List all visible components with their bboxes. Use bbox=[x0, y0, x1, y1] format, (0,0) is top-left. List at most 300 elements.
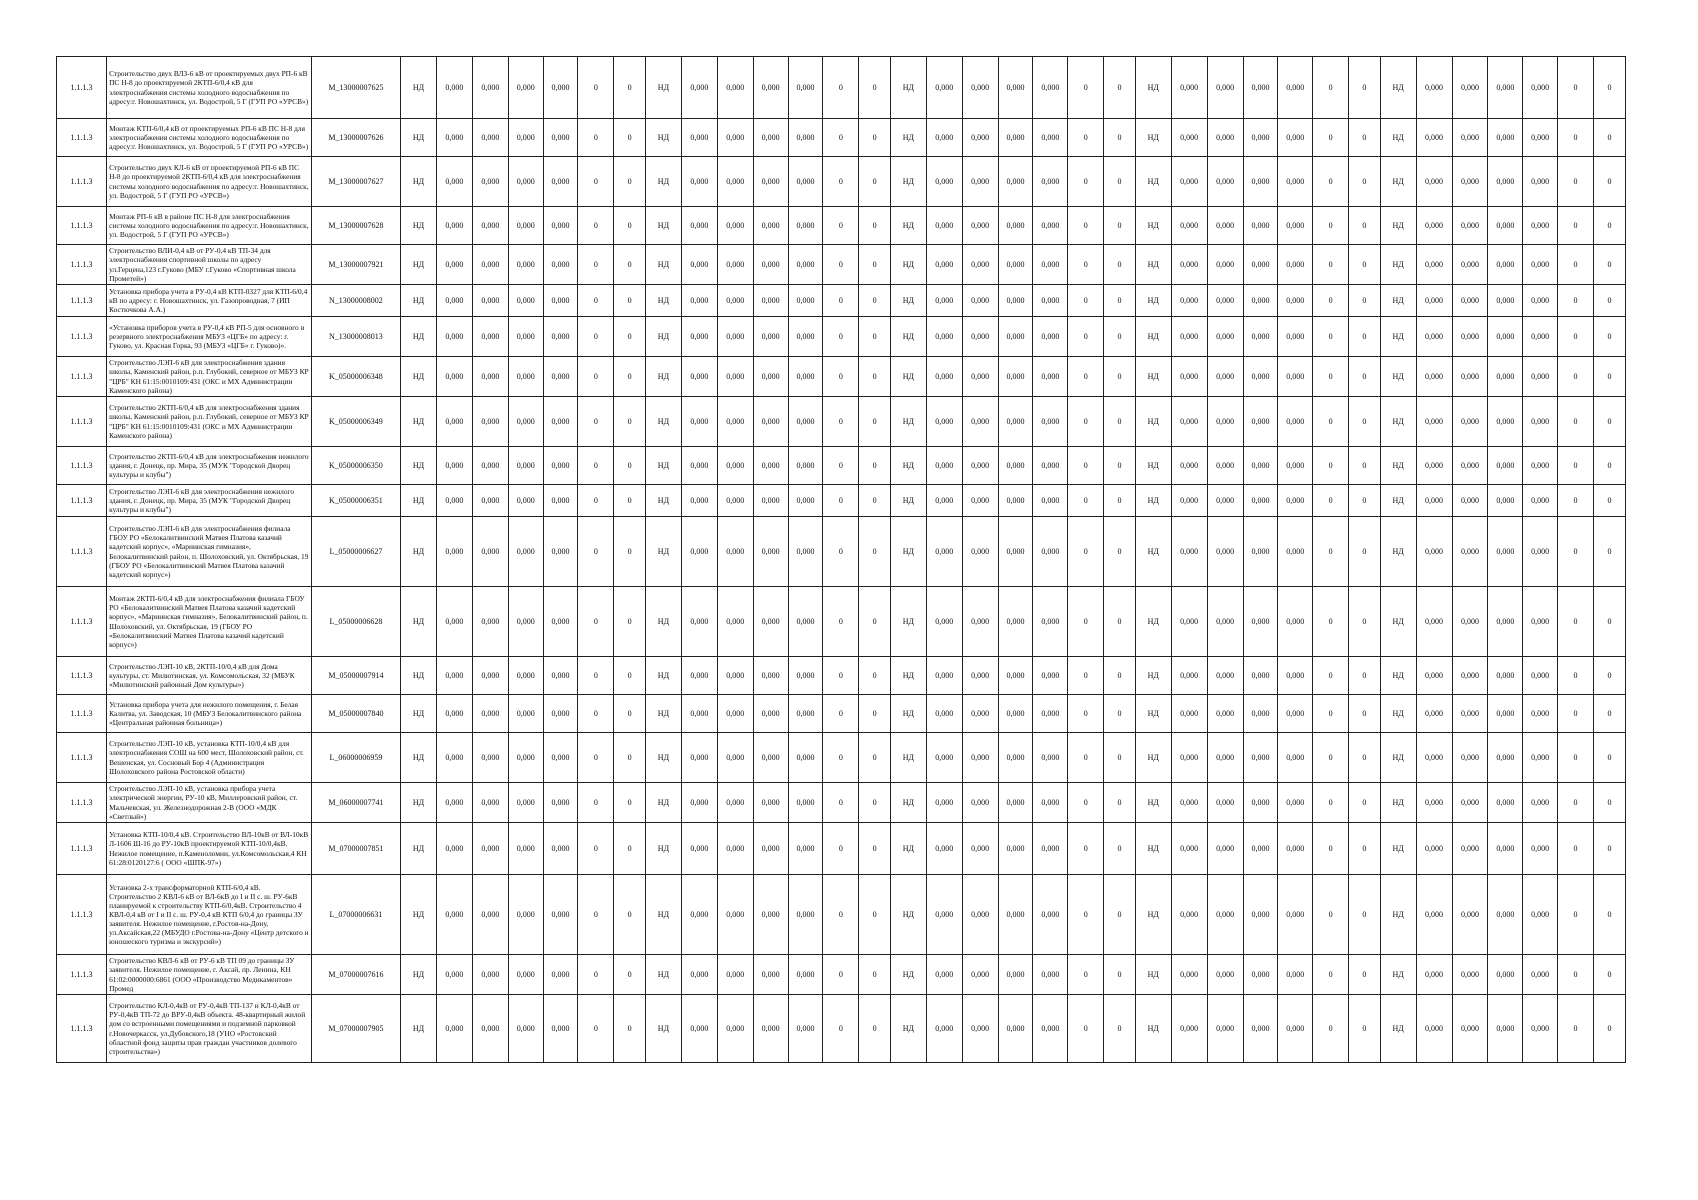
value-cell: 0,000 bbox=[1207, 823, 1243, 875]
value-cell: 0,000 bbox=[1171, 157, 1207, 207]
no-data-cell: НД bbox=[1380, 657, 1416, 695]
no-data-cell: НД bbox=[1135, 207, 1171, 245]
no-data-cell: НД bbox=[1380, 733, 1416, 783]
no-data-cell: НД bbox=[1135, 447, 1171, 485]
value-cell: 0,000 bbox=[1207, 119, 1243, 157]
value-cell: 0,000 bbox=[1488, 485, 1523, 517]
no-data-cell: НД bbox=[890, 317, 926, 357]
value-cell: 0,000 bbox=[1207, 587, 1243, 657]
table-row bbox=[57, 119, 1626, 157]
value-cell: 0,000 bbox=[1416, 447, 1452, 485]
no-data-cell: НД bbox=[1135, 119, 1171, 157]
value-cell: 0,000 bbox=[543, 695, 578, 733]
value-cell: 0,000 bbox=[1452, 397, 1488, 447]
value-cell: 0,000 bbox=[962, 517, 998, 587]
value-cell: 0 bbox=[578, 823, 614, 875]
value-cell: 0 bbox=[1594, 587, 1626, 657]
value-cell: 0 bbox=[1068, 823, 1104, 875]
value-cell: 0 bbox=[859, 119, 891, 157]
value-cell: 0,000 bbox=[508, 695, 543, 733]
value-cell: 0 bbox=[1313, 995, 1349, 1063]
value-cell: 0 bbox=[1068, 57, 1104, 119]
row-index-cell: 1.1.1.3 bbox=[57, 357, 107, 397]
value-cell: 0,000 bbox=[1207, 317, 1243, 357]
no-data-cell: НД bbox=[1135, 245, 1171, 285]
no-data-cell: НД bbox=[1380, 157, 1416, 207]
value-cell: 0,000 bbox=[1416, 119, 1452, 157]
no-data-cell: НД bbox=[890, 447, 926, 485]
value-cell: 0,000 bbox=[1278, 207, 1313, 245]
value-cell: 0,000 bbox=[472, 517, 508, 587]
no-data-cell: НД bbox=[1135, 783, 1171, 823]
value-cell: 0,000 bbox=[1033, 517, 1068, 587]
no-data-cell: НД bbox=[890, 157, 926, 207]
value-cell: 0,000 bbox=[1416, 783, 1452, 823]
value-cell: 0,000 bbox=[1488, 57, 1523, 119]
value-cell: 0 bbox=[1594, 995, 1626, 1063]
value-cell: 0 bbox=[1313, 485, 1349, 517]
no-data-cell: НД bbox=[645, 695, 681, 733]
value-cell: 0,000 bbox=[1033, 587, 1068, 657]
value-cell: 0,000 bbox=[436, 245, 472, 285]
no-data-cell: НД bbox=[890, 207, 926, 245]
no-data-cell: НД bbox=[645, 57, 681, 119]
value-cell: 0,000 bbox=[717, 995, 753, 1063]
no-data-cell: НД bbox=[890, 245, 926, 285]
value-cell: 0,000 bbox=[1033, 245, 1068, 285]
value-cell: 0,000 bbox=[1207, 207, 1243, 245]
project-description-cell: Монтаж КТП-6/0,4 кВ от проектируемых РП-6 кВ ПС Н-8 для электроснабжения системы холодного водоснабжения по адресу:г. Новошахтинск, ул. Водострой, 5 Г (ГУП РО «УРСВ») bbox=[107, 119, 312, 157]
value-cell: 0 bbox=[1104, 357, 1136, 397]
row-index-cell: 1.1.1.3 bbox=[57, 317, 107, 357]
value-cell: 0 bbox=[1068, 447, 1104, 485]
value-cell: 0,000 bbox=[472, 783, 508, 823]
value-cell: 0,000 bbox=[926, 57, 962, 119]
table-row bbox=[57, 207, 1626, 245]
value-cell: 0,000 bbox=[1033, 695, 1068, 733]
value-cell: 0,000 bbox=[1523, 695, 1558, 733]
value-cell: 0,000 bbox=[472, 157, 508, 207]
value-cell: 0,000 bbox=[1488, 695, 1523, 733]
value-cell: 0,000 bbox=[508, 447, 543, 485]
value-cell: 0,000 bbox=[1171, 357, 1207, 397]
value-cell: 0,000 bbox=[1523, 157, 1558, 207]
value-cell: 0,000 bbox=[998, 245, 1033, 285]
value-cell: 0,000 bbox=[472, 875, 508, 955]
value-cell: 0 bbox=[1313, 733, 1349, 783]
no-data-cell: НД bbox=[401, 485, 437, 517]
value-cell: 0,000 bbox=[788, 157, 823, 207]
value-cell: 0 bbox=[823, 733, 859, 783]
value-cell: 0 bbox=[578, 207, 614, 245]
value-cell: 0 bbox=[823, 587, 859, 657]
value-cell: 0 bbox=[1594, 157, 1626, 207]
no-data-cell: НД bbox=[645, 207, 681, 245]
value-cell: 0,000 bbox=[1278, 245, 1313, 285]
value-cell: 0,000 bbox=[1452, 485, 1488, 517]
value-cell: 0,000 bbox=[1523, 57, 1558, 119]
value-cell: 0,000 bbox=[1243, 447, 1278, 485]
value-cell: 0,000 bbox=[998, 657, 1033, 695]
value-cell: 0,000 bbox=[1452, 823, 1488, 875]
no-data-cell: НД bbox=[645, 955, 681, 995]
value-cell: 0,000 bbox=[753, 157, 788, 207]
no-data-cell: НД bbox=[401, 995, 437, 1063]
value-cell: 0,000 bbox=[962, 447, 998, 485]
value-cell: 0,000 bbox=[1207, 517, 1243, 587]
value-cell: 0,000 bbox=[1523, 317, 1558, 357]
value-cell: 0,000 bbox=[1207, 447, 1243, 485]
value-cell: 0,000 bbox=[543, 57, 578, 119]
value-cell: 0,000 bbox=[508, 357, 543, 397]
value-cell: 0,000 bbox=[681, 157, 717, 207]
value-cell: 0,000 bbox=[926, 317, 962, 357]
value-cell: 0,000 bbox=[1243, 733, 1278, 783]
value-cell: 0 bbox=[578, 587, 614, 657]
value-cell: 0,000 bbox=[543, 587, 578, 657]
value-cell: 0,000 bbox=[1033, 955, 1068, 995]
value-cell: 0 bbox=[578, 245, 614, 285]
value-cell: 0,000 bbox=[1278, 657, 1313, 695]
value-cell: 0,000 bbox=[472, 57, 508, 119]
value-cell: 0,000 bbox=[753, 207, 788, 245]
value-cell: 0,000 bbox=[717, 317, 753, 357]
no-data-cell: НД bbox=[1380, 245, 1416, 285]
value-cell: 0 bbox=[1558, 207, 1594, 245]
value-cell: 0 bbox=[1349, 517, 1381, 587]
no-data-cell: НД bbox=[645, 447, 681, 485]
value-cell: 0 bbox=[1349, 397, 1381, 447]
no-data-cell: НД bbox=[401, 823, 437, 875]
value-cell: 0,000 bbox=[1171, 695, 1207, 733]
value-cell: 0 bbox=[1558, 317, 1594, 357]
value-cell: 0 bbox=[614, 995, 646, 1063]
value-cell: 0,000 bbox=[717, 157, 753, 207]
value-cell: 0,000 bbox=[1033, 119, 1068, 157]
value-cell: 0,000 bbox=[681, 207, 717, 245]
value-cell: 0 bbox=[1558, 57, 1594, 119]
value-cell: 0 bbox=[1558, 733, 1594, 783]
value-cell: 0,000 bbox=[717, 447, 753, 485]
value-cell: 0,000 bbox=[962, 485, 998, 517]
value-cell: 0,000 bbox=[681, 317, 717, 357]
value-cell: 0 bbox=[614, 357, 646, 397]
value-cell: 0,000 bbox=[1452, 207, 1488, 245]
value-cell: 0,000 bbox=[543, 485, 578, 517]
value-cell: 0,000 bbox=[472, 285, 508, 317]
no-data-cell: НД bbox=[890, 397, 926, 447]
value-cell: 0 bbox=[1594, 485, 1626, 517]
value-cell: 0 bbox=[1558, 447, 1594, 485]
value-cell: 0,000 bbox=[472, 695, 508, 733]
project-description-cell: Строительство ЛЭП-6 кВ для электроснабжения здания школы, Каменский район, р.п. Глубокий, северное от МБУЗ КР "ЦРБ" КН 61:15:0010109:431 (ОКС и МХ Администрации Каменского района) bbox=[107, 357, 312, 397]
project-description-cell: Строительство ЛЭП-10 кВ, 2КТП-10/0,4 кВ для Дома культуры, ст. Милютинская, ул. Комсомольская, 32 (МБУК «Милютинский районный Дом культуры») bbox=[107, 657, 312, 695]
project-code-cell: N_13000008002 bbox=[311, 285, 400, 317]
value-cell: 0 bbox=[1558, 245, 1594, 285]
value-cell: 0 bbox=[614, 119, 646, 157]
value-cell: 0,000 bbox=[1523, 875, 1558, 955]
value-cell: 0 bbox=[578, 317, 614, 357]
value-cell: 0,000 bbox=[753, 823, 788, 875]
no-data-cell: НД bbox=[1380, 995, 1416, 1063]
value-cell: 0 bbox=[1068, 357, 1104, 397]
value-cell: 0,000 bbox=[1452, 875, 1488, 955]
value-cell: 0 bbox=[1104, 695, 1136, 733]
no-data-cell: НД bbox=[645, 995, 681, 1063]
value-cell: 0,000 bbox=[926, 955, 962, 995]
value-cell: 0,000 bbox=[1278, 955, 1313, 995]
value-cell: 0 bbox=[1313, 587, 1349, 657]
value-cell: 0,000 bbox=[788, 823, 823, 875]
value-cell: 0,000 bbox=[472, 245, 508, 285]
value-cell: 0 bbox=[578, 517, 614, 587]
row-index-cell: 1.1.1.3 bbox=[57, 695, 107, 733]
value-cell: 0,000 bbox=[1278, 447, 1313, 485]
value-cell: 0,000 bbox=[1523, 119, 1558, 157]
no-data-cell: НД bbox=[890, 733, 926, 783]
value-cell: 0 bbox=[1068, 207, 1104, 245]
value-cell: 0 bbox=[1349, 207, 1381, 245]
value-cell: 0 bbox=[1104, 157, 1136, 207]
project-code-cell: L_05000006628 bbox=[311, 587, 400, 657]
no-data-cell: НД bbox=[1135, 995, 1171, 1063]
value-cell: 0,000 bbox=[1488, 447, 1523, 485]
value-cell: 0,000 bbox=[926, 823, 962, 875]
value-cell: 0 bbox=[578, 657, 614, 695]
value-cell: 0,000 bbox=[1171, 207, 1207, 245]
value-cell: 0,000 bbox=[717, 695, 753, 733]
value-cell: 0,000 bbox=[998, 57, 1033, 119]
value-cell: 0,000 bbox=[472, 357, 508, 397]
no-data-cell: НД bbox=[890, 823, 926, 875]
value-cell: 0,000 bbox=[998, 517, 1033, 587]
value-cell: 0 bbox=[859, 447, 891, 485]
project-code-cell: M_13000007921 bbox=[311, 245, 400, 285]
value-cell: 0 bbox=[1313, 317, 1349, 357]
value-cell: 0,000 bbox=[508, 875, 543, 955]
value-cell: 0,000 bbox=[508, 783, 543, 823]
table-row bbox=[57, 587, 1626, 657]
value-cell: 0,000 bbox=[1488, 119, 1523, 157]
value-cell: 0 bbox=[859, 357, 891, 397]
value-cell: 0 bbox=[1313, 783, 1349, 823]
value-cell: 0,000 bbox=[436, 823, 472, 875]
value-cell: 0 bbox=[1349, 587, 1381, 657]
value-cell: 0,000 bbox=[543, 517, 578, 587]
value-cell: 0,000 bbox=[926, 587, 962, 657]
value-cell: 0,000 bbox=[926, 695, 962, 733]
value-cell: 0 bbox=[578, 397, 614, 447]
value-cell: 0,000 bbox=[962, 119, 998, 157]
project-code-cell: M_07000007851 bbox=[311, 823, 400, 875]
value-cell: 0,000 bbox=[788, 317, 823, 357]
value-cell: 0,000 bbox=[436, 657, 472, 695]
value-cell: 0,000 bbox=[926, 657, 962, 695]
value-cell: 0,000 bbox=[1033, 823, 1068, 875]
no-data-cell: НД bbox=[401, 587, 437, 657]
value-cell: 0,000 bbox=[1488, 157, 1523, 207]
value-cell: 0,000 bbox=[926, 875, 962, 955]
no-data-cell: НД bbox=[890, 955, 926, 995]
value-cell: 0 bbox=[1104, 995, 1136, 1063]
value-cell: 0 bbox=[1068, 955, 1104, 995]
value-cell: 0 bbox=[1594, 207, 1626, 245]
value-cell: 0,000 bbox=[962, 995, 998, 1063]
row-index-cell: 1.1.1.3 bbox=[57, 397, 107, 447]
value-cell: 0,000 bbox=[681, 485, 717, 517]
value-cell: 0,000 bbox=[1523, 485, 1558, 517]
value-cell: 0 bbox=[1068, 157, 1104, 207]
value-cell: 0,000 bbox=[1416, 587, 1452, 657]
value-cell: 0,000 bbox=[1033, 995, 1068, 1063]
no-data-cell: НД bbox=[1135, 317, 1171, 357]
value-cell: 0 bbox=[1558, 485, 1594, 517]
value-cell: 0,000 bbox=[1207, 245, 1243, 285]
value-cell: 0 bbox=[1558, 285, 1594, 317]
project-code-cell: M_13000007628 bbox=[311, 207, 400, 245]
value-cell: 0 bbox=[823, 695, 859, 733]
value-cell: 0,000 bbox=[926, 485, 962, 517]
value-cell: 0 bbox=[1594, 397, 1626, 447]
no-data-cell: НД bbox=[645, 517, 681, 587]
value-cell: 0,000 bbox=[543, 317, 578, 357]
value-cell: 0,000 bbox=[1207, 995, 1243, 1063]
no-data-cell: НД bbox=[890, 485, 926, 517]
table-row bbox=[57, 245, 1626, 285]
value-cell: 0,000 bbox=[998, 783, 1033, 823]
value-cell: 0 bbox=[823, 995, 859, 1063]
no-data-cell: НД bbox=[1135, 587, 1171, 657]
value-cell: 0,000 bbox=[1171, 995, 1207, 1063]
value-cell: 0,000 bbox=[543, 357, 578, 397]
value-cell: 0 bbox=[1313, 57, 1349, 119]
value-cell: 0,000 bbox=[717, 119, 753, 157]
value-cell: 0,000 bbox=[1243, 119, 1278, 157]
value-cell: 0,000 bbox=[717, 823, 753, 875]
value-cell: 0,000 bbox=[1416, 823, 1452, 875]
no-data-cell: НД bbox=[1380, 357, 1416, 397]
value-cell: 0,000 bbox=[543, 207, 578, 245]
value-cell: 0,000 bbox=[543, 823, 578, 875]
table-row bbox=[57, 995, 1626, 1063]
value-cell: 0,000 bbox=[543, 955, 578, 995]
value-cell: 0,000 bbox=[788, 245, 823, 285]
value-cell: 0 bbox=[1349, 245, 1381, 285]
value-cell: 0,000 bbox=[1033, 657, 1068, 695]
value-cell: 0,000 bbox=[1523, 587, 1558, 657]
value-cell: 0,000 bbox=[753, 783, 788, 823]
value-cell: 0,000 bbox=[436, 157, 472, 207]
no-data-cell: НД bbox=[645, 285, 681, 317]
value-cell: 0 bbox=[823, 119, 859, 157]
value-cell: 0,000 bbox=[962, 657, 998, 695]
no-data-cell: НД bbox=[401, 695, 437, 733]
value-cell: 0,000 bbox=[788, 357, 823, 397]
value-cell: 0 bbox=[578, 357, 614, 397]
value-cell: 0,000 bbox=[1523, 285, 1558, 317]
investment-program-table bbox=[56, 56, 1626, 1063]
value-cell: 0 bbox=[1349, 157, 1381, 207]
value-cell: 0,000 bbox=[1171, 485, 1207, 517]
value-cell: 0,000 bbox=[998, 119, 1033, 157]
value-cell: 0,000 bbox=[753, 245, 788, 285]
table-row bbox=[57, 955, 1626, 995]
value-cell: 0,000 bbox=[543, 657, 578, 695]
no-data-cell: НД bbox=[1135, 485, 1171, 517]
value-cell: 0 bbox=[614, 657, 646, 695]
value-cell: 0 bbox=[1104, 955, 1136, 995]
project-code-cell: L_07000006631 bbox=[311, 875, 400, 955]
value-cell: 0,000 bbox=[472, 397, 508, 447]
value-cell: 0,000 bbox=[926, 119, 962, 157]
value-cell: 0,000 bbox=[1207, 733, 1243, 783]
value-cell: 0,000 bbox=[1278, 783, 1313, 823]
value-cell: 0,000 bbox=[926, 397, 962, 447]
value-cell: 0,000 bbox=[681, 245, 717, 285]
value-cell: 0,000 bbox=[1523, 397, 1558, 447]
value-cell: 0 bbox=[823, 207, 859, 245]
project-code-cell: M_13000007627 bbox=[311, 157, 400, 207]
value-cell: 0,000 bbox=[1278, 695, 1313, 733]
value-cell: 0 bbox=[614, 207, 646, 245]
value-cell: 0,000 bbox=[926, 447, 962, 485]
value-cell: 0 bbox=[859, 733, 891, 783]
value-cell: 0,000 bbox=[1171, 955, 1207, 995]
value-cell: 0 bbox=[1349, 875, 1381, 955]
value-cell: 0,000 bbox=[1243, 783, 1278, 823]
value-cell: 0 bbox=[1068, 397, 1104, 447]
value-cell: 0,000 bbox=[717, 57, 753, 119]
no-data-cell: НД bbox=[401, 657, 437, 695]
no-data-cell: НД bbox=[401, 955, 437, 995]
value-cell: 0 bbox=[578, 157, 614, 207]
value-cell: 0,000 bbox=[508, 485, 543, 517]
value-cell: 0 bbox=[859, 995, 891, 1063]
value-cell: 0 bbox=[1594, 517, 1626, 587]
no-data-cell: НД bbox=[1380, 285, 1416, 317]
value-cell: 0,000 bbox=[1452, 587, 1488, 657]
value-cell: 0,000 bbox=[926, 733, 962, 783]
value-cell: 0 bbox=[614, 317, 646, 357]
value-cell: 0,000 bbox=[1207, 783, 1243, 823]
value-cell: 0,000 bbox=[436, 119, 472, 157]
value-cell: 0 bbox=[1068, 485, 1104, 517]
value-cell: 0 bbox=[823, 485, 859, 517]
value-cell: 0,000 bbox=[962, 357, 998, 397]
value-cell: 0,000 bbox=[1171, 587, 1207, 657]
no-data-cell: НД bbox=[1135, 695, 1171, 733]
value-cell: 0 bbox=[1068, 995, 1104, 1063]
value-cell: 0 bbox=[1104, 245, 1136, 285]
value-cell: 0,000 bbox=[998, 587, 1033, 657]
value-cell: 0,000 bbox=[1523, 207, 1558, 245]
value-cell: 0,000 bbox=[717, 657, 753, 695]
value-cell: 0,000 bbox=[1416, 285, 1452, 317]
row-index-cell: 1.1.1.3 bbox=[57, 245, 107, 285]
table-row bbox=[57, 317, 1626, 357]
value-cell: 0,000 bbox=[1416, 995, 1452, 1063]
value-cell: 0 bbox=[614, 955, 646, 995]
value-cell: 0 bbox=[1104, 587, 1136, 657]
no-data-cell: НД bbox=[401, 397, 437, 447]
no-data-cell: НД bbox=[401, 285, 437, 317]
value-cell: 0 bbox=[1594, 285, 1626, 317]
value-cell: 0,000 bbox=[926, 783, 962, 823]
value-cell: 0,000 bbox=[753, 875, 788, 955]
project-code-cell: L_06000006959 bbox=[311, 733, 400, 783]
value-cell: 0,000 bbox=[926, 157, 962, 207]
value-cell: 0 bbox=[1104, 875, 1136, 955]
